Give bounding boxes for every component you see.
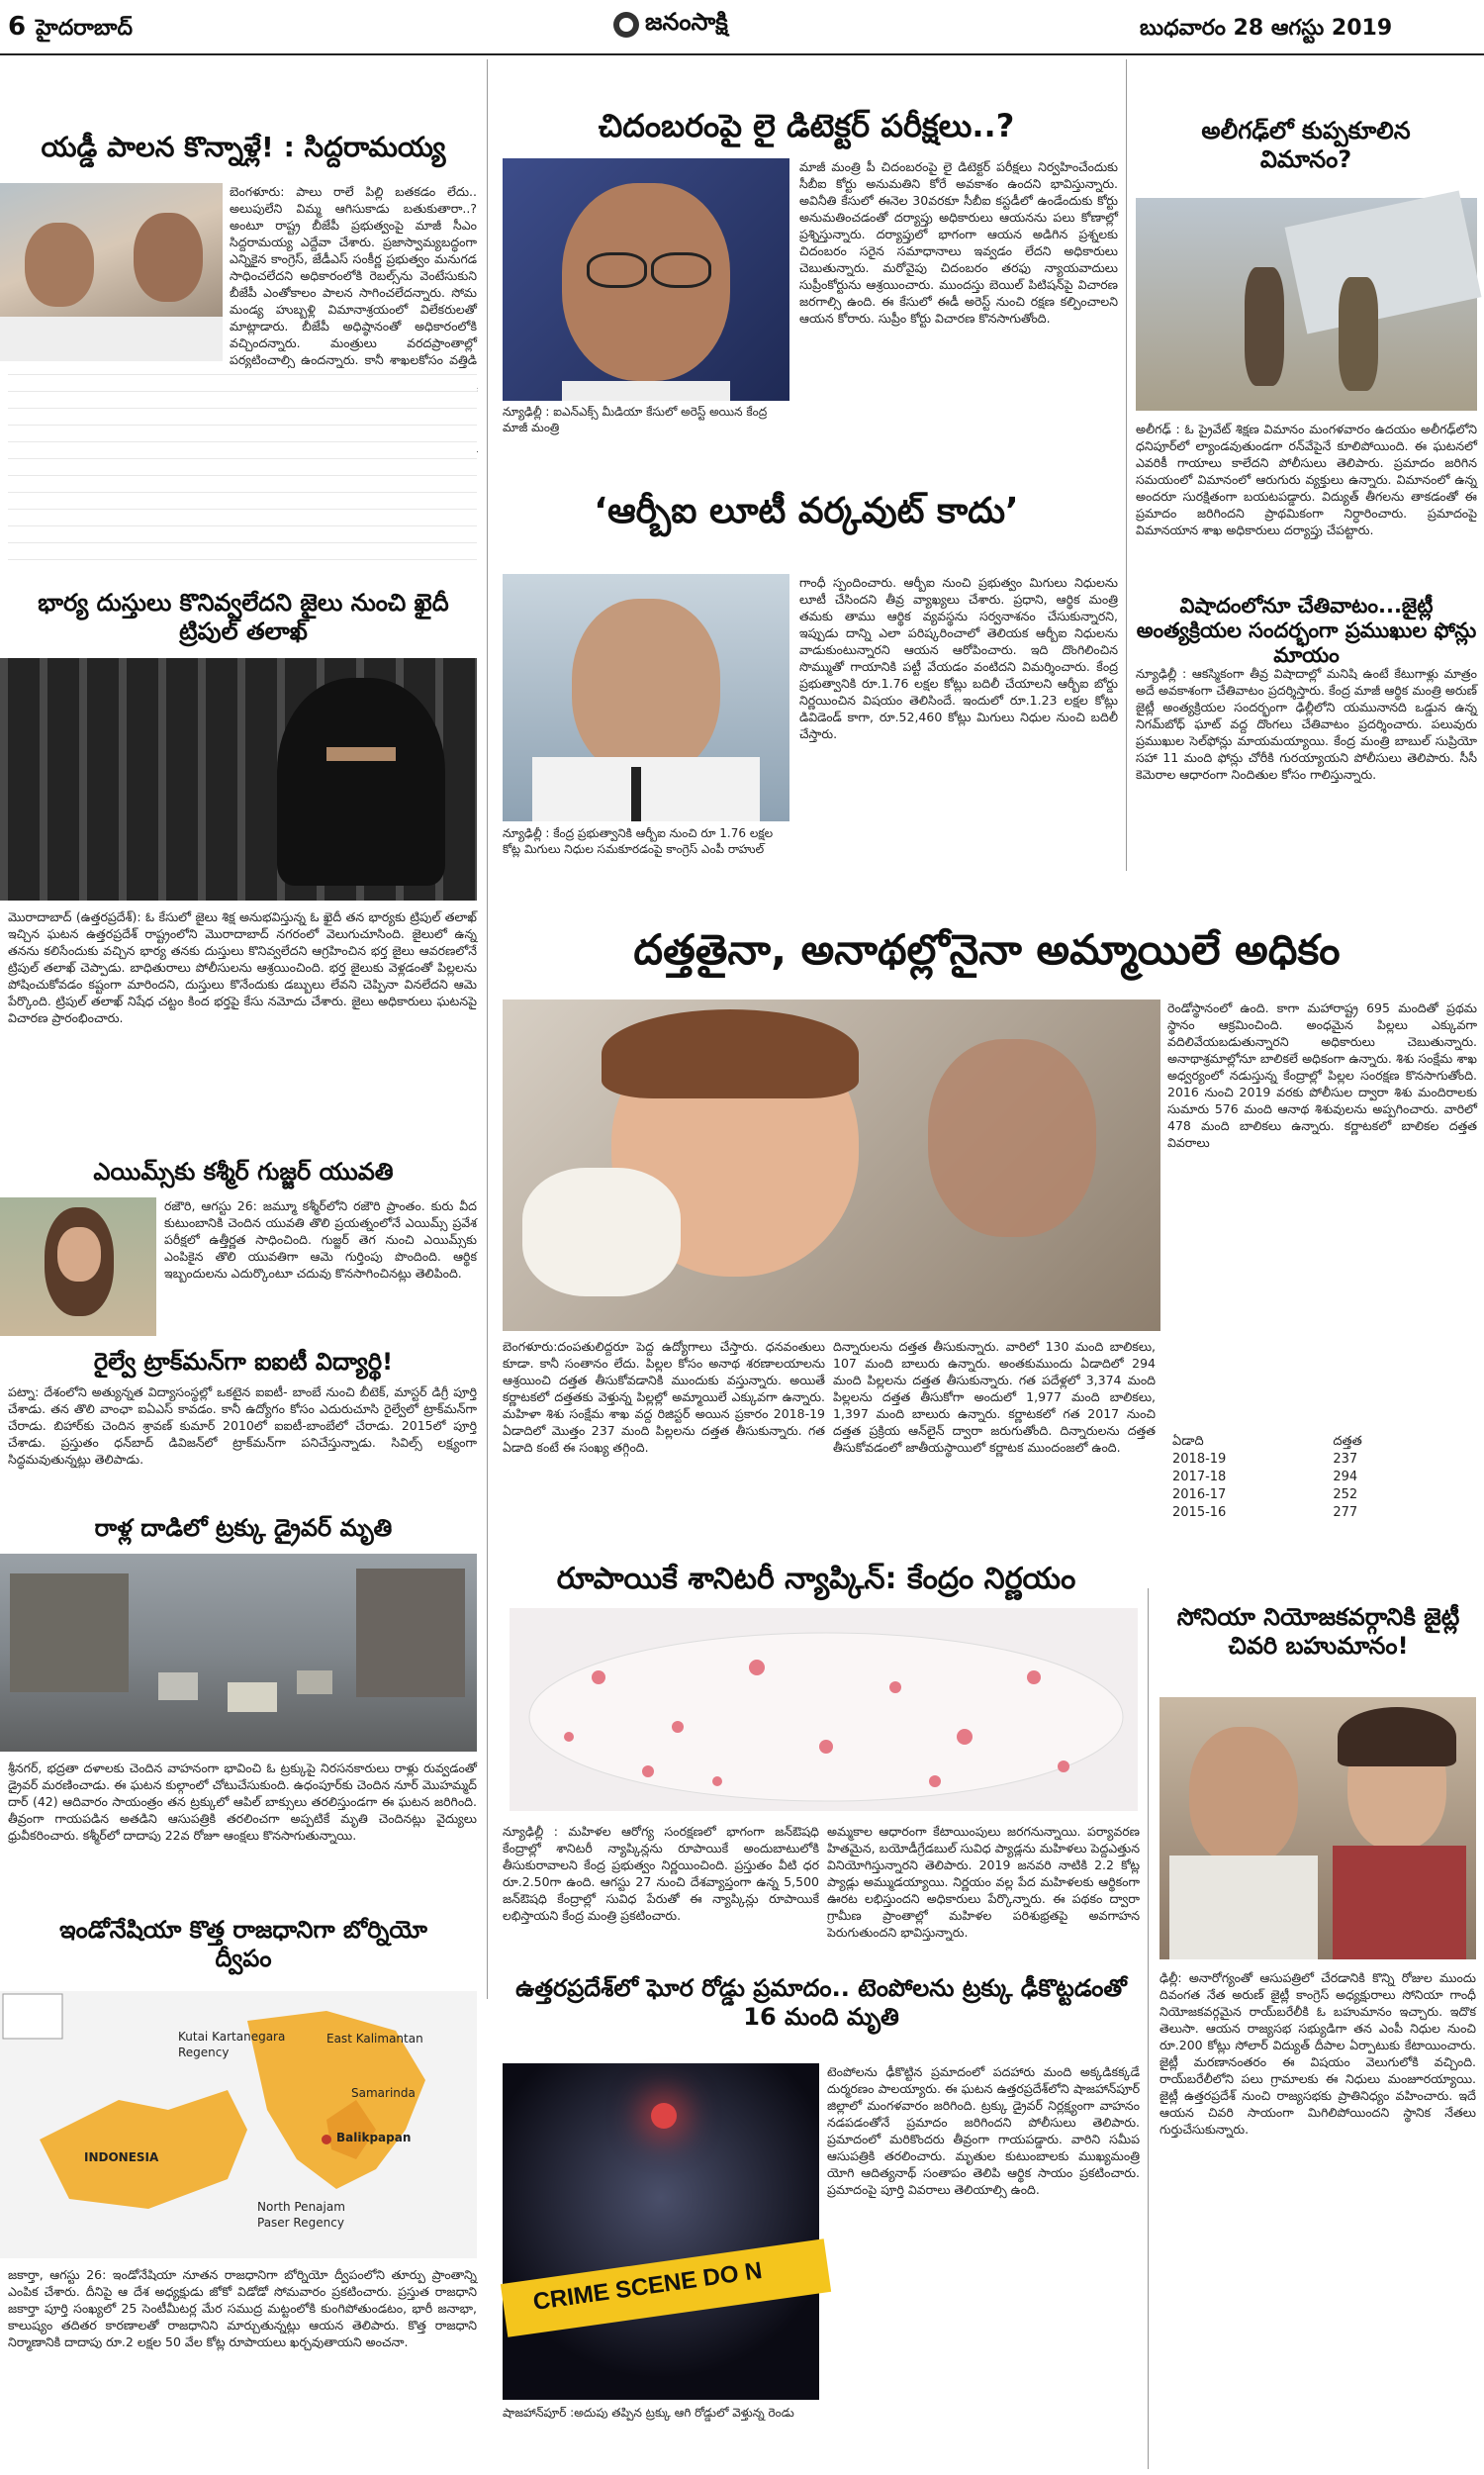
column-divider: [487, 59, 488, 1999]
table-cell: 2017-18: [1172, 1470, 1227, 1484]
table-row: [1172, 1451, 1380, 1469]
rahul-gandhi-photo: [503, 574, 789, 821]
article-body-sanitary-right: అమ్మకాల ఆధారంగా కేటాయింపులు జరగనున్నాయి. పర్యావరణ హితమైన, బయోడీగ్రేడబుల్ సువిధ ప్యాడ్లను మహిళలు పెద్దఎత్తున వినియోగిస్తున్నారని తెలిపారు. 2019 జనవరి నాటికి 2.2 కోట్ల ప్యాడ్లు అమ్ముడయ్యాయి. నిర్ణయం వల్ల పేద మహిళలకు ఆర్థికంగా ఊరట లభిస్తుందని అధికారులు పేర్కొన్నారు. ఈ పథకం ద్వారా గ్రామీణ ప్రాంతాల్లో మహిళల పరిశుభ్రతపై అవగాహన పెరుగుతుందని భావిస్తున్నారు.: [827, 1824, 1140, 1940]
article-body-up-accident: టెంపోలను ఢీకొట్టిన ప్రమాదంలో పదహారు మంది అక్కడికక్కడే దుర్మరణం పాలయ్యారు. ఈ ఘటన ఉత్తరప్రదేశ్‌లోని షాజహాన్‌పూర్ జిల్లాలో మంగళవారం జరిగింది. ట్రక్కు డ్రైవర్ నిర్లక్ష్యంగా వాహనం నడపడంతోనే ప్రమాదం జరిగిందని పోలీసులు తెలిపారు. ప్రమాదంలో మరికొందరు తీవ్రంగా గాయపడ్డారు. వారిని సమీప ఆసుపత్రికి తరలించారు. మృతుల కుటుంబాలకు ముఖ్యమంత్రి యోగి ఆదిత్యనాథ్ సంతాపం తెలిపి ఆర్థిక సాయం ప్రకటించారు. ప్రమాదంపై పూర్తి వివరాలు తెలియాల్సి ఉంది.: [827, 2064, 1140, 2197]
table-row: [1172, 1504, 1380, 1522]
column-divider: [1148, 1588, 1149, 2469]
plane-crash-photo: [1136, 198, 1477, 411]
crime-scene-photo: [503, 2063, 819, 2400]
table-header: దత్తత: [1333, 1434, 1362, 1449]
caption-up-accident: షాజహాన్‌పూర్ :అదుపు తప్పిన ట్రక్కు ఆగి రోడ్డులో వెళ్తున్న రెండు: [503, 2406, 794, 2420]
article-body-girls-adoption-right: రెండోస్థానంలో ఉంది. కాగా మహారాష్ట్ర 695 మందితో ప్రథమ స్థానం ఆక్రమించింది. అంధమైన పిల్లలు ఎక్కువగా వదిలివేయబడుతున్నారని అధికారులు చెబుతున్నారు. అనాథాశ్రమాల్లోనూ బాలికలే అధికంగా ఉన్నారు. శిశు సంక్షేమ శాఖ అధ్వర్యంలో నడుస్తున్న కేంద్రాల్లో పిల్లల సంరక్షణ కొనసాగుతోంది. 2016 నుంచి 2019 వరకు పోలీసుల ద్వారా శిశు మందిరాలకు సుమారు 576 మంది ఆనాథ శిశువులను అప్పగించారు. వారిలో 478 మంది బాలికలు ఉన్నారు. కర్ణాటకలో బాలికల దత్తత వివరాలు: [1167, 1000, 1477, 1150]
column-divider: [1126, 59, 1127, 871]
table-cell: 252: [1333, 1487, 1358, 1502]
page-number: 6: [8, 12, 27, 42]
child-photo: [503, 1000, 1160, 1331]
article-body-girls-adoption-middle: దిన్నారులను దత్తత తీసుకున్నారు. వారిలో 130 మంది బాలికలు, 107 మంది బాలురు ఉన్నారు. అంతకుముందు ఏడాదిలో 294 మంది పిల్లలను దత్తత తీసుకున్నారు. గత పదేళ్లలో 3,374 మంది పిల్లలను దత్తత తీసుకోగా అందులో 1,977 మంది బాలికలు, 1,397 మంది బాలురు ఉన్నారు. కర్ణాటకలో గత 2017 నుంచి దత్తత ప్రక్రియ ఆన్‌లైన్ ద్వారా జరుగుతోంది. దిన్నారులను దత్తత తీసుకోవడంలో జాతీయస్థాయిలో కర్ణాటక ముందంజలో ఉంది.: [833, 1339, 1156, 1455]
article-body-sonia-jaitley: ఢిల్లీ: అనారోగ్యంతో ఆసుపత్రిలో చేరడానికి కొన్ని రోజుల ముందు దివంగత నేత అరుణ్ జైట్లీ కాంగ్రెస్ అధ్యక్షురాలు సోనియా గాంధీ నియోజకవర్గమైన రాయ్‌బరేలీకి ఓ బహుమానం ఇచ్చారు. ఇదొక తెలుసా. ఆయన రాజ్యసభ సభ్యుడిగా తన ఎంపీ నిధుల నుంచి రూ.200 కోట్లు సోలార్ విద్యుత్ దీపాల ఏర్పాటుకు కేటాయించారు. జైట్లీ మరణానంతరం ఈ విషయం వెలుగులోకి వచ్చింది. రాయ్‌బరేలీలోని పలు గ్రామాలకు ఈ నిధులు మంజూరయ్యాయి. జైట్లీ ఉత్తరప్రదేశ్ నుంచి రాజ్యసభకు ప్రాతినిధ్యం వహించారు. ఇదే ఆయన చివరి సాయంగా మిగిలిపోయిందని స్థానిక నేతలు గుర్తుచేసుకున్నారు.: [1159, 1970, 1476, 2137]
headline-siddaramaiah: యడ్డీ పాలన కొన్నాళ్లే! : సిద్దరామయ్య: [41, 131, 446, 163]
article-body-railway-trackman: పట్నా: దేశంలోని అత్యున్నత విద్యాసంస్థల్లో ఒకటైన ఐఐటీ- బాంబే నుంచి బీటెక్, మాస్టర్ డిగ్రీ పూర్తి చేశాడు. తన తొలి వాంఛా ఐఏఎస్‌ కావడం. కానీ ఉద్యోగం కోసం ఎదురుచూసి రైల్వేలో ట్రాక్‌మన్‌గా చేరాడు. బిహార్‌కు చెందిన శ్రావణ్ కుమార్ 2010లో ఐఐటీ-బాంబేలో చేరాడు. 2015లో పూర్తి చేశాడు. ప్రస్తుతం ధన్‌బాద్ డివిజన్‌లో ట్రాక్‌మన్‌గా పనిచేస్తున్నాడు. సివిల్స్‌ లక్ష్యంగా సిద్ధమవుతున్నట్లు తెలిపాడు.: [8, 1384, 477, 1467]
table-cell: 2016-17: [1172, 1487, 1227, 1502]
article-body-chidambaram: మాజీ మంత్రి పీ చిదంబరంపై లై డిటెక్టర్ పరీక్షలు నిర్వహించేందుకు సీబీఐ కోర్టు అనుమతిని కోరే అవకాశం ఉందని భావిస్తున్నారు. అవినీతి కేసులో ఈనెల 30వరకూ సీబీఐ కస్టడీలో ఉండేందుకు కోర్టు అనుమతించడంతో దర్యాప్తు అధికారులు ఆయనను పలు కోణాల్లో ప్రశ్నిస్తున్నారు. దర్యాప్తులో భాగంగా ఆయన అడిగిన ప్రశ్నలకు చిదంబరం సరైన సమాధానాలు ఇవ్వడం లేదని అధికారులు చెబుతున్నారు. మరోవైపు చిదంబరం తరఫు న్యాయవాదులు సుప్రీంకోర్టును ఆశ్రయించారు. ముందస్తు బెయిల్ పిటిషన్‌పై విచారణ జరగాల్సి ఉంది. ఈ కేసులో ఈడీ అరెస్ట్ నుంచి రక్షణ కల్పించాలని ఆయన కోరారు. సుప్రీం కోర్టు విచారణ కొనసాగుతోంది.: [799, 159, 1118, 326]
map-label: North Penajam Paser Regency: [257, 2200, 345, 2230]
article-body-jaitley-funeral: న్యూఢిల్లీ : ఆకస్మికంగా తీవ్ర విషాదాల్లో మనిషి ఉంటే కేటుగాళ్లు మాత్రం అదే అవకాశంగా చేతివాటం ప్రదర్శిస్తారు. కేంద్ర మాజీ ఆర్థిక మంత్రి అరుణ్ జైట్లీ అంత్యక్రియల సందర్భంగా ఢిల్లీలోని యమునానది ఒడ్డున ఉన్న నిగమ్‌బోధ్ ఘాట్ వద్ద దొంగలు చేతివాటం ప్రదర్శించారు. పలువురు ప్రముఖుల సెల్‌ఫోన్లు మాయమయ్యాయి. కేంద్ర మంత్రి బాబుల్ సుప్రియో సహా 11 మంది ఫోన్లు చోరీకి గురయ్యాయని పోలీసులు తెలిపారు. సీసీ కెమెరాల ఆధారంగా నిందితుల కోసం గాలిస్తున్నారు.: [1136, 666, 1477, 782]
table-cell: 2015-16: [1172, 1505, 1227, 1520]
jaitley-sonia-photo: [1159, 1697, 1476, 1959]
map-label: Samarinda: [351, 2086, 416, 2100]
article-body-triple-talaq: మొరాదాబాద్ (ఉత్తరప్రదేశ్): ఓ కేసులో జైలు శిక్ష అనుభవిస్తున్న ఓ ఖైదీ తన భార్యకు ట్రిపుల్ తలాఖ్ ఇచ్చిన ఘటన ఉత్తరప్రదేశ్ రాష్ట్రంలోని మొరాదాబాద్ నగరంలో వెలుగుచూసింది. జైలులో ఉన్న తనను కలిసేందుకు వచ్చిన భార్య తనకు దుస్తులు కొనివ్వలేదని ఆగ్రహించిన భర్త జైలు ఆవరణలోనే ట్రిపుల్ తలాఖ్ చెప్పాడు. బాధితురాలు పోలీసులను ఆశ్రయించింది. భర్త జైలుకు వెళ్లడంతో పిల్లలను పోషించుకోవడం కష్టంగా మారిందని, దుస్తులు కొనేందుకు డబ్బులు లేవని చెప్పినా వినలేదని ఆమె పేర్కొంది. ట్రిపుల్ తలాఖ్ నిషేధ చట్టం కింద భర్తపై కేసు నమోదు చేశారు. జైలు అధికారులు ఘటనపై విచారణ ప్రారంభించారు.: [8, 909, 477, 1025]
table-cell: 237: [1333, 1452, 1358, 1467]
headline-chidambaram: చిదంబరంపై లై డిటెక్టర్ పరీక్షలు..?: [598, 107, 1015, 144]
masthead-rule: [0, 53, 1484, 55]
headline-aligarh-plane: అలీగఢ్‌లో కుప్పకూలిన విమానం?: [1201, 117, 1411, 173]
map-label: Balikpapan: [336, 2131, 412, 2144]
headline-girls-adoption: దత్తతైనా, అనాథల్లోనైనా అమ్మాయిలే అధికం: [633, 925, 1341, 974]
article-body-stone-pelting: శ్రీనగర్, భద్రతా దళాలకు చెందిన వాహనంగా భావించి ఓ ట్రక్కుపై నిరసనకారులు రాళ్లు రువ్వడంతో డ్రైవర్ మరణించాడు. ఈ ఘటన కుల్గాంలో చోటుచేసుకుంది. ఉధంపూర్‌కు చెందిన నూర్ మొహమ్మద్ దార్ (42) ఆదివారం సాయంత్రం తన ట్రక్కులో ఆపిల్ బాక్సులు తరలిస్తుండగా ఈ ఘటన జరిగింది. తీవ్రంగా గాయపడిన అతడిని ఆసుపత్రికి తరలించగా అప్పటికే మృతి చెందినట్లు వైద్యులు ధ్రువీకరించారు. కశ్మీర్‌లో దాదాపు 22వ రోజూ ఆంక్షలు కొనసాగుతున్నాయి.: [8, 1761, 477, 1843]
article-body-girls-adoption-left: బెంగళూరు:దంపతులిద్దరూ పెద్ద ఉద్యోగాలు చేస్తారు. ధనవంతులు కూడా. కానీ సంతానం లేదు. పిల్లల కోసం అనాథ శరణాలయాలను ఆశ్రయించి దత్తత తీసుకోవడానికి ముందుకు వస్తున్నారు. అయితే కర్ణాటకలో దత్తతకు వెళ్తున్న పిల్లల్లో అమ్మాయిలే ఎక్కువగా ఉన్నారు. మహిళా శిశు సంక్షేమ శాఖ వద్ద రిజిస్టర్ అయిన ప్రకారం 2018-19 ఏడాదిలో మొత్తం 237 మంది పిల్లలను దత్తత తీసుకున్నారు. గత ఏడాది కంటే ఈ సంఖ్య తగ్గింది.: [503, 1339, 825, 1455]
crime-scene-tape-text: CRIME SCENE DO N: [531, 2256, 765, 2317]
headline-railway-trackman: రైల్వే ట్రాక్‌మన్‌గా ఐఐటీ విద్యార్థి!: [93, 1348, 394, 1376]
city-label: హైదరాబాద్: [36, 16, 133, 41]
table-header-row: [1172, 1433, 1380, 1451]
siddaramaiah-photo: [0, 183, 223, 361]
map-label: INDONESIA: [84, 2150, 159, 2164]
table-cell: 277: [1333, 1505, 1358, 1520]
table-cell: 2018-19: [1172, 1452, 1227, 1467]
headline-aiims-gujjar: ఎయిమ్స్‌కు కశ్మీర్ గుజ్జర్ యువతి: [93, 1158, 394, 1186]
table-row: [1172, 1486, 1380, 1504]
issue-date: బుధవారం 28 ఆగస్టు 2019: [1140, 16, 1393, 41]
article-body-aiims-gujjar: రజౌరి, ఆగస్టు 26: జమ్మూ కశ్మీర్‌లోని రజౌరి ప్రాంతం. కురు వీద కుటుంబానికి చెందిన యువతి తొలి ప్రయత్నంలోనే ఎయిమ్స్‌ ప్రవేశ పరీక్షలో ఉత్తీర్ణత సాధించింది. గుజ్జర్ తెగ నుంచి ఎయిమ్స్‌కు ఎంపికైన తొలి యువతిగా ఆమె గుర్తింపు పొందింది. ఆర్థిక ఇబ్బందులను ఎదుర్కొంటూ చదువు కొనసాగించినట్లు తెలిపింది.: [164, 1198, 477, 1281]
article-body-siddaramaiah-cont: [8, 368, 477, 566]
caption-chidambaram: న్యూఢిల్లీ : ఐఎన్ఎక్స్ మీడియా కేసులో అరెస్ట్ అయిన కేంద్ర మాజీ మంత్రి: [503, 405, 768, 434]
sanitary-pad-photo: [510, 1608, 1138, 1811]
headline-up-accident: ఉత్తరప్రదేశ్‌లో ఘోర రోడ్డు ప్రమాదం.. టెంపోలను ట్రక్కు ఢీకొట్టడంతో 16 మంది మృతి: [515, 1974, 1127, 2031]
article-body-rbi: గాంధీ స్పందించారు. ఆర్బీఐ నుంచి ప్రభుత్వం మిగులు నిధులను లూటీ చేసిందని తీవ్ర వ్యాఖ్యలు చేశారు. ప్రధాని, ఆర్థిక మంత్రి తమకు తాము ఆర్థిక వ్యవస్థను సర్వనాశనం చేసుకున్నారని, ఇప్పుడు దాన్ని ఎలా పరిష్కరించాలో తెలియక ఆర్బీఐ నిధులను వాడుకుంటున్నారని ఆయన ఆరోపించారు. ఇది దొంగిలించిన సొమ్ముతో గాయానికి పట్టీ వేయడం వంటిదని విమర్శించారు. కేంద్ర ప్రభుత్వానికి రూ.1.76 లక్షల కోట్లు బదిలీ చేయాలని ఆర్బీఐ బోర్డు నిర్ణయించిన విషయం తెలిసిందే. ఇందులో రూ.1.23 లక్షల కోట్లు డివిడెండ్ కాగా, రూ.52,460 కోట్లు మిగులు నిధుల నుంచి బదిలీ చేస్తారు.: [799, 575, 1118, 741]
table-header: ఏడాది: [1172, 1434, 1204, 1449]
headline-triple-talaq: భార్య దుస్తులు కొనివ్వలేదని జైలు నుంచి ఖైదీ ట్రిపుల్ తలాఖ్: [38, 589, 449, 645]
headline-rbi: ‘ఆర్బీఐ లూటీ వర్కవుట్ కాదు’: [594, 491, 1019, 531]
chidambaram-photo: [503, 158, 789, 401]
map-label: Kutai Kartanegara Regency: [178, 2030, 286, 2059]
floral-pattern: [510, 1608, 1138, 1811]
logo-text: జనంసాక్షి: [645, 8, 728, 36]
table-row: [1172, 1469, 1380, 1486]
headline-sonia-jaitley: సోనియా నియోజకవర్గానికి జైట్లీ చివరి బహుమానం!: [1176, 1603, 1460, 1660]
headline-sanitary: రూపాయికే శానిటరీ న్యాప్కిన్: కేంద్రం నిర్ణయం: [556, 1562, 1076, 1596]
article-body-indonesia: జకార్తా, ఆగస్టు 26: ఇండోనేషియా నూతన రాజధానిగా బోర్నియో ద్వీపంలోని తూర్పు ప్రాంతాన్ని ఎంపిక చేశారు. దీనిపై ఆ దేశ అధ్యక్షుడు జోకో విడోడో సోమవారం ప్రకటించారు. ప్రస్తుత రాజధాని జకార్తా పూర్తి సంఖ్యలో 25 సెంటీమీటర్ల మేర సముద్ర మట్టంలోకి కుంగిపోతుండటం, భారీ జనాభా, కాలుష్యం తదితర కారణాలతో రాజధానిని మార్చుతున్నట్లు ఆయన తెలిపారు. కొత్త రాజధాని నిర్మాణానికి దాదాపు రూ.2 లక్షల 50 వేల కోట్ల రూపాయలు ఖర్చవుతాయని అంచనా.: [8, 2267, 477, 2349]
srinagar-traffic-photo: [0, 1554, 477, 1752]
headline-stone-pelting: రాళ్ల దాడిలో ట్రక్కు డ్రైవర్ మృతి: [94, 1514, 393, 1542]
indonesia-map: [0, 1991, 477, 2258]
headline-indonesia: ఇండోనేషియా కొత్త రాజధానిగా బోర్నియో ద్వీపం: [59, 1916, 427, 1972]
newspaper-logo: [613, 8, 728, 42]
table-cell: 294: [1333, 1470, 1358, 1484]
article-body-siddaramaiah: బెంగళూరు: పాలు రాలే పిల్లి బతకడం లేదు.. అలుపులేని విమ్మ ఆగిసుకాడు బతుకుతారా..? అంటూ రాష్ట్ర బీజేపీ ప్రభుత్వంపై మాజీ సీఎం సిద్దరామయ్య ఎద్దేవా చేశారు. ప్రజాస్వామ్యబద్ధంగా ఎన్నికైన కాంగ్రెస్‌, జేడీఎస్‌ సంకీర్ణ ప్రభుత్వం మనుగడ సాధించలేదని అధికారంలోకి రెబల్స్‌ను వెంటేసుకుని బీజేపీ ఎంతోకాలం పాలన సాగించలేదన్నారు. సోమ మండ్య హుబ్బళ్లి విమానాశ్రయంలో విలేకరులతో మాట్లాడారు. బీజేపీ అధిష్ఠానంతో అధికారంలోకి వచ్చిందన్నారు. మంత్రులు వరదప్రాంతాల్లో పర్యటించాల్సి ఉందన్నారు. కానీ శాఖలకోసం వత్తిడి: [230, 184, 477, 367]
article-body-aligarh-plane: అలీగఢ్ : ఓ ప్రైవేట్ శిక్షణ విమానం మంగళవారం ఉదయం అలీగఢ్‌లోని ధనిపూర్‌లో ల్యాండవుతుండగా రన్‌వేపైనే కూలిపోయింది. ఈ ఘటనలో ఎవరికీ గాయాలు కాలేదని పోలీసులు తెలిపారు. ప్రమాదం జరిగిన సమయంలో విమానంలో ఆరుగురు వ్యక్తులు ఉన్నారు. విమానంలో ఉన్న అందరూ సురక్షితంగా బయటపడ్డారు. విద్యుత్ తీగలను తాకడంతో ఈ ప్రమాదం జరిగిందని ప్రాథమికంగా నిర్ధారించారు. ప్రమాదంపై విమానయాన శాఖ అధికారులు దర్యాప్తు చేపట్టారు.: [1136, 422, 1477, 537]
logo-icon: [613, 12, 639, 38]
map-label: East Kalimantan: [326, 2032, 423, 2046]
headline-jaitley-funeral: విషాదంలోనూ చేతివాటం...జైట్లీ అంత్యక్రియల సందర్భంగా ప్రముఖుల ఫోన్లు మాయం: [1136, 594, 1477, 668]
gujjar-girl-photo: [0, 1197, 156, 1336]
caption-rbi: న్యూఢిల్లీ : కేంద్ర ప్రభుత్వానికి ఆర్బీఐ నుంచి రూ 1.76 లక్షల కోట్ల మిగులు నిధుల సమకూరడంపై కాంగ్రెస్ ఎంపీ రాహుల్: [503, 826, 774, 856]
article-body-sanitary-left: న్యూఢిల్లీ : మహిళల ఆరోగ్య సంరక్షణలో భాగంగా జన్ఔషధి కేంద్రాల్లో శానిటరీ న్యాప్కిన్లను రూపాయికే అందుబాటులోకి తీసుకురావాలని కేంద్ర ప్రభుత్వం నిర్ణయించింది. ప్రస్తుతం వీటి ధర రూ.2.50గా ఉంది. ఆగస్టు 27 నుంచి దేశవ్యాప్తంగా ఉన్న 5,500 జన్ఔషధి కేంద్రాల్లో సువిధ పేరుతో ఈ న్యాప్కిన్లు రూపాయికే లభిస్తాయని కేంద్ర మంత్రి ప్రకటించారు.: [503, 1824, 819, 1923]
adoption-table: [1172, 1433, 1380, 1522]
triple-talaq-photo: [0, 658, 477, 901]
